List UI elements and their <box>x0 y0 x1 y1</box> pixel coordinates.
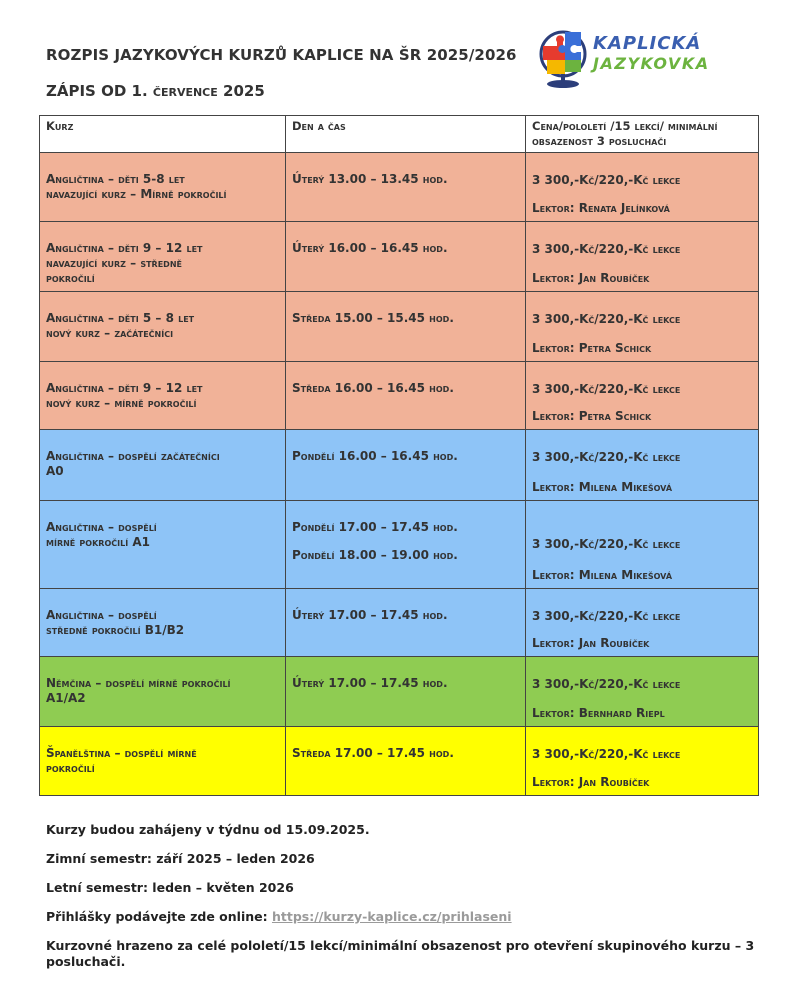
table-row <box>40 727 759 796</box>
course-cell: Angličtina – děti 5 – 8 let nový kurz – začátečníci <box>40 292 286 362</box>
application-link[interactable]: https://kurzy-kaplice.cz/prihlaseni <box>271 909 512 924</box>
course-cell: Angličtina – děti 5-8 let navazující kurz – Mírně pokročilí <box>40 153 286 222</box>
table-row <box>40 153 759 222</box>
header-price: Cena/pololetí /15 lekcí/ minimální obsazenost 3 posluchači <box>526 116 759 153</box>
price-cell: 3 300,-Kč/220,-Kč lekce Lektor: Petra Schick <box>526 292 759 362</box>
course-cell: Španělština – dospělí mírně pokročilí <box>40 727 286 796</box>
time-cell: Úterý 16.00 – 16.45 hod. <box>286 222 526 292</box>
time-cell: Středa 15.00 – 15.45 hod. <box>286 292 526 362</box>
table-row <box>40 657 759 727</box>
table-row <box>40 430 759 501</box>
table-header-row <box>40 116 759 153</box>
table-row <box>40 501 759 589</box>
price-cell: 3 300,-Kč/220,-Kč lekce Lektor: Jan Roubíček <box>526 222 759 292</box>
summer-semester-note: Letní semestr: leden – květen 2026 <box>46 880 294 895</box>
course-cell: Angličtina – děti 9 – 12 let nový kurz – mírně pokročilí <box>40 362 286 430</box>
document-title: ROZPIS JAZYKOVÝCH KURZŮ KAPLICE NA ŠR 2025/2026 <box>46 46 517 64</box>
price-cell: 3 300,-Kč/220,-Kč lekce Lektor: Milena Mikešová <box>526 501 759 589</box>
table-row <box>40 589 759 657</box>
time-cell: Pondělí 16.00 – 16.45 hod. <box>286 430 526 501</box>
table-row <box>40 292 759 362</box>
course-cell: Angličtina – dospělí mírně pokročilí A1 <box>40 501 286 589</box>
table-row <box>40 222 759 292</box>
winter-semester-note: Zimní semestr: září 2025 – leden 2026 <box>46 851 315 866</box>
puzzle-globe-icon <box>535 26 595 92</box>
course-start-note: Kurzy budou zahájeny v týdnu od 15.09.2025. <box>46 822 370 837</box>
price-cell: 3 300,-Kč/220,-Kč lekce Lektor: Milena Mikešová <box>526 430 759 501</box>
price-cell: 3 300,-Kč/220,-Kč lekce Lektor: Jan Roubíček <box>526 589 759 657</box>
price-cell: 3 300,-Kč/220,-Kč lekce Lektor: Bernhard Riepl <box>526 657 759 727</box>
time-cell: Středa 17.00 – 17.45 hod. <box>286 727 526 796</box>
time-cell: Pondělí 17.00 – 17.45 hod. Pondělí 18.00 – 19.00 hod. <box>286 501 526 589</box>
course-cell: Angličtina – dospělí začátečníci A0 <box>40 430 286 501</box>
time-cell: Středa 16.00 – 16.45 hod. <box>286 362 526 430</box>
header-course: Kurz <box>40 116 286 153</box>
time-cell: Úterý 17.00 – 17.45 hod. <box>286 657 526 727</box>
notes-section <box>46 822 766 983</box>
time-cell: Úterý 17.00 – 17.45 hod. <box>286 589 526 657</box>
price-cell: 3 300,-Kč/220,-Kč lekce Lektor: Renata Jelínková <box>526 153 759 222</box>
table-row <box>40 362 759 430</box>
logo-text: KAPLICKÁ JAZYKOVKA <box>593 33 710 73</box>
course-cell: Angličtina – děti 9 – 12 let navazující kurz – středně pokročilí <box>40 222 286 292</box>
course-cell: Němčina – dospělí mírně pokročilí A1/A2 <box>40 657 286 727</box>
kaplicka-jazykovka-logo <box>535 24 735 94</box>
enrollment-subtitle: ZÁPIS OD 1. července 2025 <box>46 82 265 100</box>
payment-note: Kurzovné hrazeno za celé pololetí/15 lekcí/minimální obsazenost pro otevření skupinového kurzu – 3 posluchači. <box>46 938 755 969</box>
course-cell: Angličtina – dospělí středně pokročilí B1/B2 <box>40 589 286 657</box>
time-cell: Úterý 13.00 – 13.45 hod. <box>286 153 526 222</box>
price-cell: 3 300,-Kč/220,-Kč lekce Lektor: Petra Schick <box>526 362 759 430</box>
header-time: Den a čas <box>286 116 526 153</box>
course-schedule-table <box>39 115 759 796</box>
price-cell: 3 300,-Kč/220,-Kč lekce Lektor: Jan Roubíček <box>526 727 759 796</box>
application-note: Přihlášky podávejte zde online: https://kurzy-kaplice.cz/prihlaseni <box>46 909 512 924</box>
